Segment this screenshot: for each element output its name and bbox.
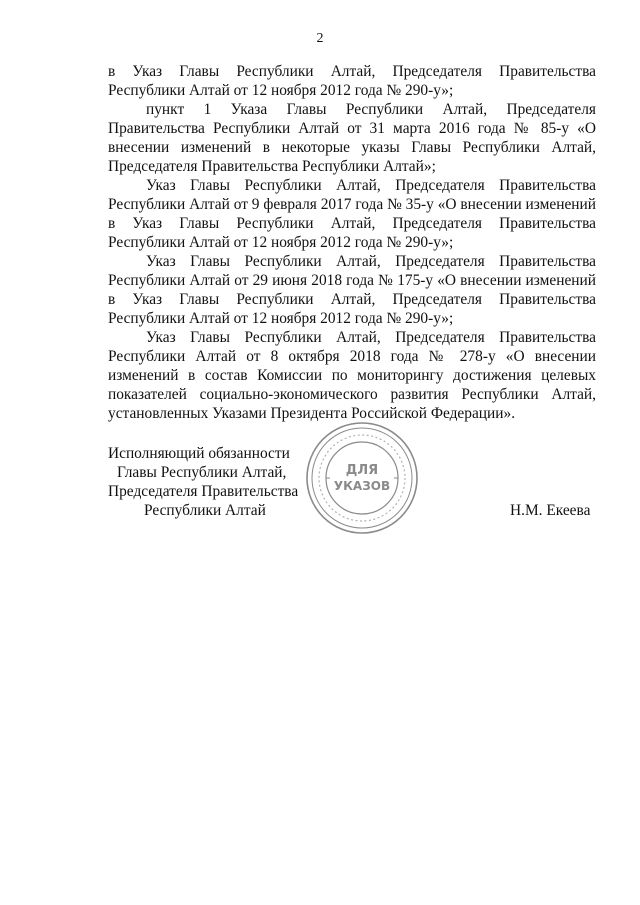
- seal-text-line1: ДЛЯ: [345, 463, 379, 478]
- signer-title: [108, 444, 308, 520]
- signer-title-line: Главы Республики Алтай,: [117, 464, 287, 481]
- paragraph: Указ Главы Республики Алтай, Председателя Правительства Республики Алтай от 9 февраля 2017 года № 35-у «О внесении изменений в Указ Главы Республики Алтай, Председателя Правительства Республики Алтай от 12 ноября 2012 года № 290-у»;: [108, 177, 596, 251]
- page-number: 2: [316, 31, 324, 46]
- signer-title-line: Исполняющий обязанности: [108, 445, 290, 462]
- seal-text-line2: УКАЗОВ: [333, 479, 391, 493]
- paragraph: Указ Главы Республики Алтай, Председателя Правительства Республики Алтай от 29 июня 2018 года № 175-у «О внесении изменений в Указ Главы Республики Алтай, Председателя Правительства Республики Алтай от 12 ноября 2012 года № 290-у»;: [108, 253, 596, 327]
- seal-graphic: [304, 420, 420, 536]
- signer-title-line: Председателя Правительства: [108, 483, 299, 500]
- paragraph: Указ Главы Республики Алтай, Председателя Правительства Республики Алтай от 8 октября 2018 года № 278-у «О внесении изменений в состав Комиссии по мониторингу достижения целевых показателей социально-экономического развития Республики Алтай, установленных Указами Президента Российской Федерации».: [108, 329, 596, 422]
- signer-name: Н.М. Екеева: [510, 502, 591, 519]
- signer-title-line: Республики Алтай: [144, 502, 266, 519]
- document-body: [108, 62, 596, 423]
- paragraph: в Указ Главы Республики Алтай, Председателя Правительства Республики Алтай от 12 ноября 2012 года № 290-у»;: [108, 63, 596, 99]
- paragraph: пункт 1 Указа Главы Республики Алтай, Председателя Правительства Республики Алтай от 31 марта 2016 года № 85-у «О внесении изменений в некоторые указы Главы Республики Алтай, Председателя Правительства Республики Алтай»;: [108, 101, 596, 175]
- official-seal-stamp: [304, 420, 420, 536]
